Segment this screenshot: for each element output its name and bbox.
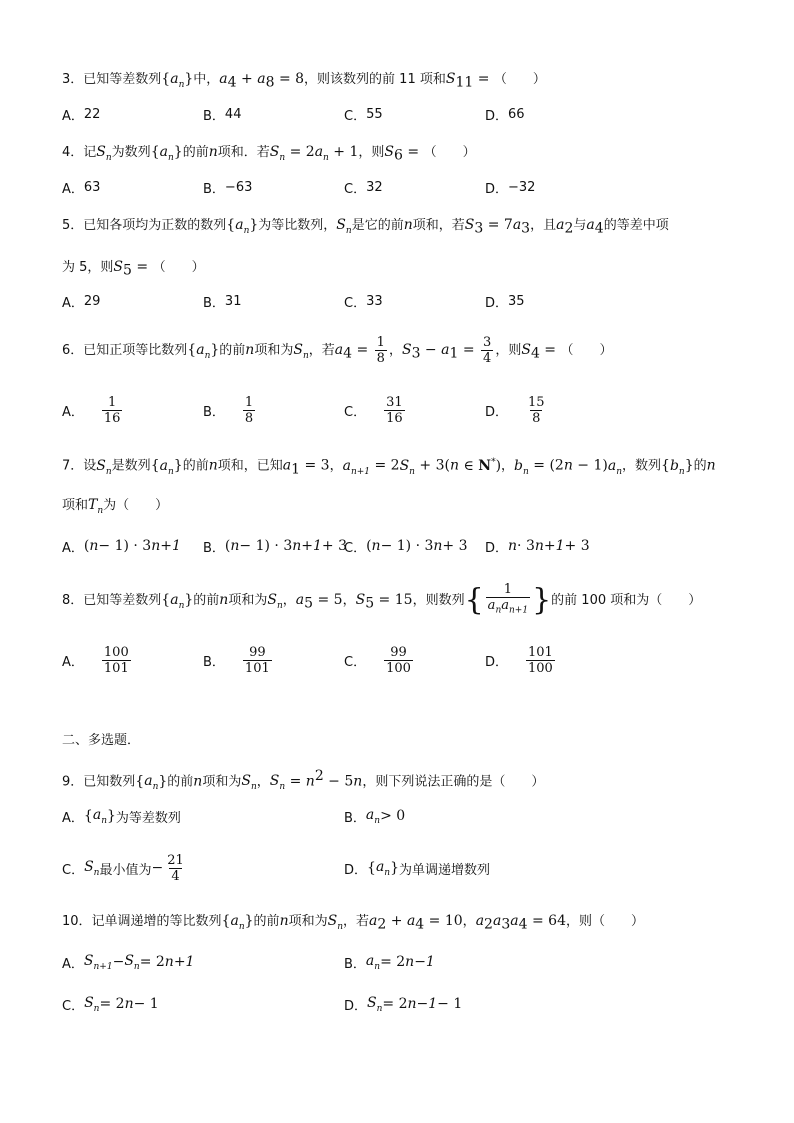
section-2-heading: 二、多选题． (62, 733, 141, 748)
fraction-reciprocal-product: $\frac{1}{a_na_{n+1}}$ (486, 582, 530, 619)
question-3-option-a[interactable]: A． 22 (62, 106, 101, 124)
question-10-options-row-1 (62, 944, 742, 980)
question-9-option-a[interactable]: A． { $a_n$ } 为等差数列 (62, 806, 181, 826)
question-6-stem: 6．已知正项等比数列$\{a_n\}$的前n项和为$S_n$，若$a_4$ = $\frac{1}{8}$ ，$S_3 - a_1$ = $\frac{3}{4}$ ，则$S_4$ = （ ） (62, 335, 613, 366)
question-10-stem: 10．记单调递增的等比数列$\{a_n\}$的前n项和为$S_n$，若$a_2 + a_4 = 10$，$a_2a_3a_4 = 64$，则（ ） (62, 913, 644, 933)
question-5-option-b[interactable]: B． 31 (203, 293, 242, 311)
question-5-option-c[interactable]: C． 33 (344, 293, 383, 311)
question-3-stem: 3．已知等差数列$\{a_n\}$中，$a_4 + a_8 = 8$，则该数列的前 11 项和$S_{11}$ = （ ） (62, 71, 546, 91)
question-4-option-c[interactable]: C． 32 (344, 179, 383, 197)
question-9-options-row-2 (62, 846, 742, 890)
question-3-option-c[interactable]: C． 55 (344, 106, 383, 124)
fraction-one-eighth: $\frac{1}{8}$ (376, 335, 385, 366)
question-6-options (62, 390, 742, 430)
question-6-option-d[interactable]: D． $\frac{15}{8}$ (485, 394, 545, 426)
question-10-option-c[interactable]: C． $S_n$ = 2 n − 1 (62, 994, 159, 1014)
question-7-stem-line-1: 7．设$S_n$是数列$\{a_n\}$的前n项和，已知$a_1 = 3$，$a_{n+1} = 2S_n + 3(n$ ∈ N*)，$b_n = (2n - 1)a_n$，数列$\{b_n\}$的n (62, 457, 716, 478)
question-10-option-a[interactable]: A． $S_{n+1}$ − $S_n$ = 2 n+1 (62, 952, 195, 972)
question-4-option-b[interactable]: B． −63 (203, 179, 253, 197)
question-10-option-d[interactable]: D． $S_n$ = 2 n−1 − 1 (344, 994, 463, 1014)
question-5-stem-line-1: 5．已知各项均为正数的数列$\{a_n\}$为等比数列，$S_n$是它的前n项和，若$S_3 = 7a_3$，且$a_2$与$a_4$的等差中项 (62, 217, 669, 237)
question-5-option-d[interactable]: D． 35 (485, 293, 525, 311)
question-8-stem: 8．已知等差数列$\{a_n\}$的前n项和为$S_n$，$a_5 = 5$，$S_5 = 15$，则数列{ $\frac{1}{a_na_{n+1}}$ }的前 100 项和为（ ） (62, 582, 702, 618)
question-5-options (62, 281, 742, 321)
question-9-option-d[interactable]: D． { $a_n$ } 为单调递增数列 (344, 858, 491, 878)
question-8-option-d[interactable]: D． $\frac{101}{100}$ (485, 644, 553, 676)
question-8-option-a[interactable]: A． $\frac{100}{101}$ (62, 644, 129, 676)
question-10-option-b[interactable]: B． $a_n$ = 2 n−1 (344, 952, 435, 972)
question-4-option-d[interactable]: D． −32 (485, 179, 536, 197)
question-4-options (62, 167, 742, 207)
question-5-option-a[interactable]: A． 29 (62, 293, 101, 311)
question-4-option-a[interactable]: A． 63 (62, 179, 101, 197)
question-6-option-c[interactable]: C． $\frac{31}{16}$ (344, 394, 403, 426)
question-9-stem: 9．已知数列$\{a_n\}$的前n项和为$S_n$，$S_n = n^2 - 5n$，则下列说法正确的是（ ） (62, 768, 545, 793)
question-7-option-b[interactable]: B． ( n − 1) · 3 n+1 + 3 (203, 538, 347, 556)
question-3-option-d[interactable]: D． 66 (485, 106, 525, 124)
question-7-options (62, 526, 742, 566)
question-9-option-c[interactable]: C． $S_n$ 最小值为 − $\frac{21}{4}$ (62, 852, 184, 884)
fraction-three-quarters: $\frac{3}{4}$ (483, 335, 492, 366)
question-7-option-a[interactable]: A． ( n − 1) · 3 n+1 (62, 538, 181, 556)
question-9-options-row-1 (62, 799, 742, 833)
question-9-option-b[interactable]: B． $a_n$ > 0 (344, 806, 406, 826)
question-4-stem: 4．记$S_n$为数列$\{a_n\}$的前n项和．若$S_n = 2a_n + 1$，则$S_6$ = （ ） (62, 144, 476, 164)
question-5-stem-line-2: 为 5，则$S_5$ = （ ） (62, 259, 205, 279)
question-8-options (62, 640, 742, 680)
question-7-option-c[interactable]: C． ( n − 1) · 3 n + 3 (344, 538, 468, 556)
question-7-option-d[interactable]: D． n · 3 n+1 + 3 (485, 538, 590, 556)
question-8-option-c[interactable]: C． $\frac{99}{100}$ (344, 644, 411, 676)
question-8-option-b[interactable]: B． $\frac{99}{101}$ (203, 644, 270, 676)
question-7-stem-line-2: 项和$T_n$为（ ） (62, 497, 169, 516)
question-3-option-b[interactable]: B． 44 (203, 106, 242, 124)
question-3-options (62, 94, 742, 134)
question-6-option-b[interactable]: B． $\frac{1}{8}$ (203, 394, 254, 426)
question-10-options-row-2 (62, 986, 742, 1022)
question-6-option-a[interactable]: A． $\frac{1}{16}$ (62, 394, 121, 426)
